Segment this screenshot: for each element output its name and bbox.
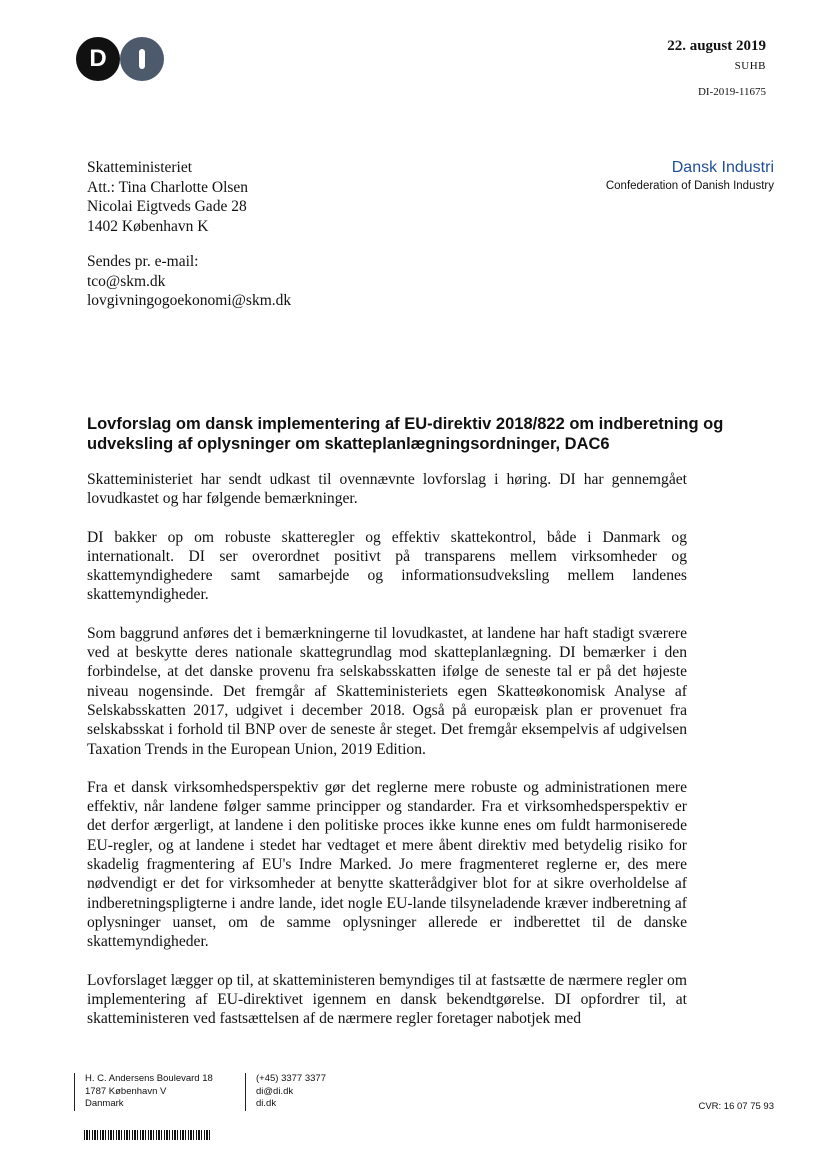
body-paragraph: DI bakker op om robuste skatteregler og effektiv skattekontrol, både i Danmark og internationalt. DI ser overordnet positivt på transparens mellem virksomheder og skattemyndighedere samt samarbejde og informationsudveksling mellem landenes skattemyndigheder. (87, 528, 687, 604)
body-paragraph: Fra et dansk virksomhedsperspektiv gør det reglerne mere robuste og administrationen mere effektiv, når landene følger samme principper og standarder. Fra et virksomhedsperspektiv er det derfor ærgerligt, at landene i den politiske proces ikke kunne enes om fuldt harmoniserede EU-regler, og at landene i stedet har vedtaget et mere åbent direktiv med betydelig risiko for skadelig fragmentering af EU's Indre Marked. Jo mere fragmenteret reglerne er, des mere nødvendigt er det for virksomheder at benytte skatterådgiver blot for at sikre overholdelse af indberetningspligterne i andre lande, idet nogle EU-lande tilsyneladende kræver indberetning af oplysninger uanset, om de samme oplysninger allerede er indberettet til de danske skattemyndigheder. (87, 778, 687, 951)
email-address: lovgivningogoekonomi@skm.dk (87, 292, 292, 309)
footer-email: di@di.dk (256, 1085, 294, 1097)
letter-title: Lovforslag om dansk implementering af EU-direktiv 2018/822 om indberetning og udveksling af oplysninger om skatteplanlægningsordninger, DAC6 (87, 415, 724, 453)
author-initials: SUHB (734, 60, 766, 72)
letter-date: 22. august 2019 (667, 38, 766, 54)
organization-name: Dansk Industri (671, 159, 774, 176)
recipient-line: 1402 København K (87, 217, 209, 235)
recipient-line: Skatteministeriet (87, 159, 193, 176)
recipient-line: Att.: Tina Charlotte Olsen (87, 178, 249, 196)
reference-number: DI-2019-11675 (697, 86, 766, 98)
footer-address (74, 1073, 213, 1111)
footer-website: di.dk (256, 1098, 277, 1109)
recipient-line: Nicolai Eigtveds Gade 28 (87, 198, 247, 215)
body-paragraph: Som baggrund anføres det i bemærkningerne til lovudkastet, at landene har haft stadigt sværere ved at beskytte deres nationale skattegrundlag mod skatteplanlægning. DI bemærker i den forbindelse, at det danske provenu fra selskabsskatten ifølge de seneste tal er på det højeste niveau nogensinde. Det fremgår af Skatteministeriets egen Skatteøkonomisk Analyse af Selskabsskatten 2017, udgivet i december 2018. Også på europæisk plan er provenuet fra selskabsskat i forhold til BNP over de seneste år steget. Det fremgår eksempelvis af udgivelsen Taxation Trends in the European Union, 2019 Edition. (87, 624, 687, 758)
footer-address-line: 1787 København V (85, 1085, 167, 1097)
logo-d-circle: D (76, 37, 120, 81)
footer-cvr: CVR: 16 07 75 93 (698, 1101, 774, 1112)
barcode (84, 1130, 212, 1140)
di-logo (76, 37, 164, 81)
body-paragraph: Lovforslaget lægger op til, at skatteministeren bemyndiges til at fastsætte de nærmere regler om implementering af EU-direktivet igennem en dansk bekendtgørelse. DI opfordrer til, at skatteministeren ved fastsættelsen af de nærmere regler foretager nabotjek med (87, 971, 687, 1028)
body-paragraph: Skatteministeriet har sendt udkast til ovennævnte lovforslag i høring. DI har gennemgået lovudkastet og har følgende bemærkninger. (87, 471, 687, 508)
organization-block (606, 158, 774, 194)
footer-contact (245, 1073, 326, 1111)
logo-i-circle (120, 37, 164, 81)
footer-phone: (+45) 3377 3377 (256, 1073, 326, 1084)
email-recipients (87, 252, 291, 311)
footer-address-line: Danmark (85, 1098, 124, 1109)
letter-meta (667, 36, 766, 100)
letter-body (87, 470, 687, 1047)
recipient-address (87, 158, 248, 236)
email-label: Sendes pr. e-mail: (87, 253, 199, 270)
organization-subtitle: Confederation of Danish Industry (605, 180, 774, 192)
footer-address-line: H. C. Andersens Boulevard 18 (85, 1073, 213, 1084)
email-address: tco@skm.dk (87, 272, 166, 290)
